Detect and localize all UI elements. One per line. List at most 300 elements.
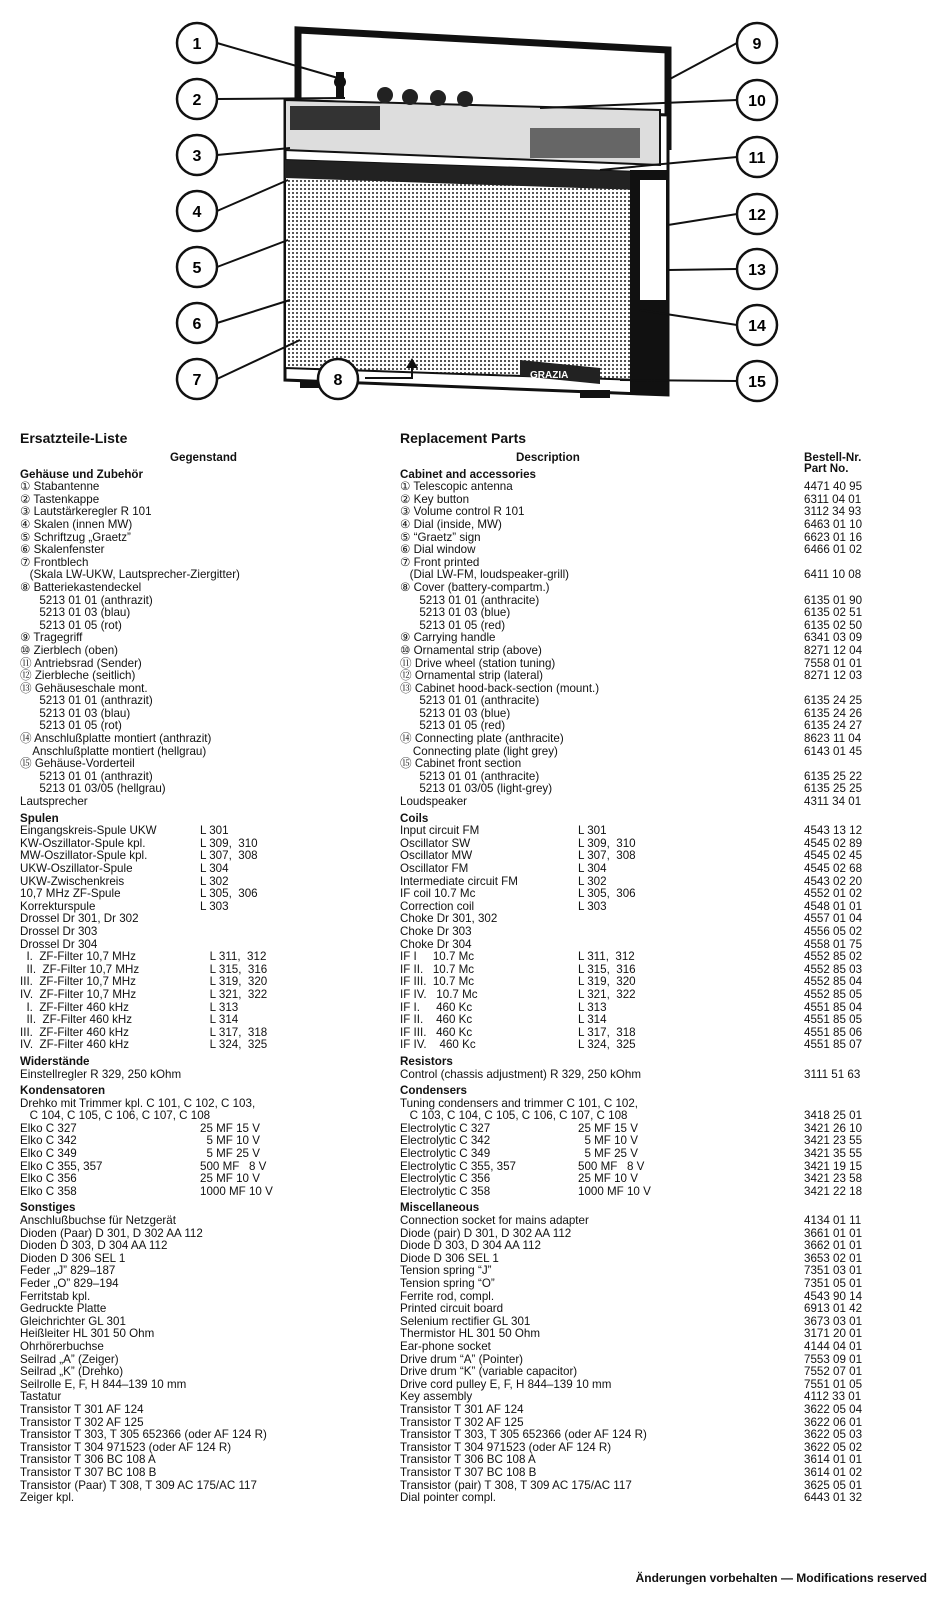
part-description: Control (chassis adjustment) R 329, 250 kOhm: [400, 1067, 641, 1081]
callout-number-8: 8: [333, 372, 343, 389]
part-row: [400, 1148, 940, 1161]
part-description: Cabinet and accessories: [400, 467, 536, 481]
part-description: Correction coil: [400, 899, 475, 913]
part-row: [400, 926, 940, 939]
part-description: Seilrad „K” (Drehko): [20, 1365, 124, 1379]
part-row: [20, 951, 400, 964]
part-description: Korrekturspule: [20, 899, 96, 913]
part-reference: L 305, 306: [578, 887, 636, 901]
part-description: ⑨ Carrying handle: [400, 631, 496, 645]
part-row: [400, 825, 940, 838]
part-description: Choke Dr 304: [400, 937, 472, 951]
part-description: Tension spring “J”: [400, 1264, 492, 1278]
part-number: 6311 04 01: [804, 492, 862, 506]
part-row: [20, 1341, 400, 1354]
part-number: 4556 05 02: [804, 924, 863, 938]
part-reference: L 304: [200, 862, 229, 875]
part-row: [20, 825, 400, 838]
part-reference: L 315, 316: [578, 962, 636, 976]
english-parts-list: [400, 430, 940, 1505]
part-number: 6135 01 90: [804, 593, 863, 607]
part-row: [400, 1429, 940, 1442]
part-reference: L 302: [578, 874, 607, 888]
part-reference: 1000 MF 10 V: [200, 1184, 273, 1198]
part-description: Lautsprecher: [20, 795, 88, 809]
part-row: [400, 951, 940, 964]
callout-number-2: 2: [192, 92, 202, 109]
part-description: C 104, C 105, C 106, C 107, C 108: [20, 1109, 211, 1123]
part-number: 6463 01 10: [804, 517, 863, 531]
part-description: Kondensatoren: [20, 1084, 106, 1098]
part-reference: 25 MF 10 V: [578, 1172, 638, 1186]
part-description: ⑬ Cabinet hood-back-section (mount.): [400, 681, 600, 695]
part-row: [20, 1014, 400, 1027]
part-reference: L 317, 318: [578, 1025, 636, 1039]
english-title: Replacement Parts: [400, 430, 527, 446]
part-row: [400, 695, 940, 708]
part-description: Drive drum “K” (variable capacitor): [400, 1365, 578, 1379]
part-description: Input circuit FM: [400, 824, 480, 838]
part-row: [20, 796, 400, 809]
part-number: 3614 01 01: [804, 1453, 863, 1467]
part-description: Electrolytic C 355, 357: [400, 1159, 516, 1173]
part-description: Transistor T 303, T 305 652366 (oder AF 124 R): [400, 1428, 647, 1442]
part-row: [20, 926, 400, 939]
part-reference: 1000 MF 10 V: [578, 1184, 651, 1198]
footer-note: Änderungen vorbehalten — Modifications reserved: [635, 1571, 927, 1585]
part-description: Tension spring “O”: [400, 1277, 495, 1290]
part-description: IV. ZF-Filter 460 kHz: [20, 1038, 130, 1052]
part-description: Gleichrichter GL 301: [20, 1314, 126, 1328]
part-description: ⑧ Batteriekastendeckel: [20, 580, 142, 594]
part-number: 6135 02 50: [804, 618, 863, 632]
part-reference: 25 MF 15 V: [200, 1121, 260, 1135]
part-description: IF coil 10.7 Mc: [400, 887, 476, 901]
part-row: [400, 863, 940, 876]
part-number: 3662 01 01: [804, 1239, 863, 1253]
part-row: [400, 645, 940, 658]
part-row: [400, 1303, 940, 1316]
part-reference: L 309, 310: [200, 836, 258, 850]
part-description: Connecting plate (light grey): [400, 744, 558, 758]
part-description: 5213 01 03/05 (hellgrau): [20, 782, 166, 796]
part-description: Ear-phone socket: [400, 1339, 491, 1353]
callout-leader-9: [668, 43, 737, 80]
part-description: Drive drum “A” (Pointer): [400, 1352, 524, 1366]
part-description: Drossel Dr 304: [20, 937, 98, 951]
part-number: 3111 51 63: [804, 1067, 861, 1081]
part-description: IF I. 460 Kc: [400, 1000, 473, 1014]
part-number: 7553 09 01: [804, 1352, 863, 1366]
part-description: UKW-Zwischenkreis: [20, 874, 125, 888]
part-description: (Skala LW-UKW, Lautsprecher-Ziergitter): [20, 568, 240, 582]
part-description: Coils: [400, 811, 429, 825]
part-number: 6411 10 08: [804, 568, 862, 582]
part-description: 5213 01 05 (rot): [20, 719, 122, 733]
part-description: IF IV. 460 Kc: [400, 1038, 476, 1052]
part-description: Electrolytic C 327: [400, 1121, 491, 1135]
part-number: 6443 01 32: [804, 1491, 863, 1505]
part-description: Ferritstab kpl.: [20, 1289, 91, 1303]
part-description: Spulen: [20, 811, 59, 825]
part-row: [20, 582, 400, 595]
part-reference: L 302: [200, 874, 229, 888]
part-description: ⑭ Connecting plate (anthracite): [400, 732, 564, 746]
part-row: [400, 1278, 940, 1291]
part-number: 3421 23 58: [804, 1172, 863, 1186]
part-description: Elko C 327: [20, 1121, 77, 1135]
part-reference: L 313: [578, 1000, 607, 1014]
part-number-header: Bestell-Nr. Part No.: [804, 451, 862, 475]
callout-leader-12: [668, 214, 737, 225]
part-description: ⑫ Ornamental strip (lateral): [400, 669, 544, 683]
part-description: ⑦ Frontblech: [20, 555, 89, 569]
part-description: Transistor T 304 971523 (oder AF 124 R): [20, 1440, 232, 1454]
part-description: Anschlußplatte montiert (hellgrau): [20, 744, 207, 758]
part-description: C 103, C 104, C 105, C 106, C 107, C 108: [400, 1109, 628, 1123]
callout-number-10: 10: [748, 93, 766, 110]
part-row: [400, 796, 940, 809]
part-number: 4545 02 45: [804, 849, 863, 863]
part-description: Tuning condensers and trimmer C 101, C 102,: [400, 1096, 639, 1110]
part-number: 7351 03 01: [804, 1264, 863, 1278]
part-description: Transistor T 307 BC 108 B: [400, 1465, 537, 1479]
part-row: [20, 1278, 400, 1291]
part-description: Transistor (Paar) T 308, T 309 AC 175/AC 117: [20, 1478, 257, 1492]
part-number: 8271 12 03: [804, 669, 863, 683]
callout-number-4: 4: [192, 204, 202, 221]
part-description: ⑨ Tragegriff: [20, 631, 83, 645]
part-row: [20, 1186, 400, 1199]
part-reference: 5 MF 25 V: [578, 1147, 638, 1161]
part-row: [20, 1366, 400, 1379]
part-row: [400, 481, 940, 494]
part-description: ⑤ Schriftzug „Graetz”: [20, 530, 131, 544]
part-row: [20, 544, 400, 557]
part-description: Gedruckte Platte: [20, 1302, 107, 1316]
part-description: Drive cord pulley E, F, H 844–139 10 mm: [400, 1377, 612, 1391]
part-reference: 25 MF 10 V: [200, 1172, 260, 1186]
part-number: 4552 85 03: [804, 962, 863, 976]
part-description: IF IV. 10.7 Mc: [400, 987, 478, 1001]
callout-leader-4: [217, 180, 288, 211]
part-number: 3421 23 55: [804, 1134, 863, 1148]
part-number: 4543 02 20: [804, 874, 863, 888]
part-number: 3653 02 01: [804, 1251, 863, 1265]
german-column-header: Gegenstand: [170, 451, 237, 464]
part-row: [20, 758, 400, 771]
callout-leader-1: [217, 43, 338, 78]
part-row: [400, 519, 940, 532]
part-description: ⑫ Zierbleche (seitlich): [20, 669, 136, 683]
part-number: 3622 05 04: [804, 1402, 863, 1416]
part-description: Electrolytic C 356: [400, 1172, 491, 1186]
part-number: 3421 19 15: [804, 1159, 863, 1173]
part-description: Electrolytic C 342: [400, 1134, 491, 1148]
callout-number-13: 13: [748, 262, 766, 279]
part-row: [400, 1110, 940, 1123]
part-number: 3418 25 01: [804, 1109, 863, 1123]
part-number: 4552 85 02: [804, 950, 863, 964]
part-description: Zeiger kpl.: [20, 1491, 75, 1505]
part-reference: L 303: [200, 899, 229, 913]
callout-leader-2: [217, 98, 345, 99]
part-reference: L 324, 325: [578, 1038, 636, 1052]
callout-number-11: 11: [748, 150, 766, 167]
part-description: Ohrhörerbuchse: [20, 1339, 104, 1353]
section-heading: [20, 1056, 400, 1069]
part-description: Elko C 355, 357: [20, 1159, 103, 1173]
part-row: [20, 1492, 400, 1505]
part-description: 5213 01 01 (anthracite): [400, 694, 540, 708]
part-description: II. ZF-Filter 460 kHz: [20, 1013, 133, 1027]
part-description: 5213 01 05 (red): [400, 719, 506, 733]
part-row: [400, 1467, 940, 1480]
part-row: [400, 1039, 940, 1052]
part-description: ⑪ Drive wheel (station tuning): [400, 656, 556, 670]
part-number: 4471 40 95: [804, 480, 863, 494]
part-description: Diode D 303, D 304 AA 112: [400, 1239, 541, 1253]
part-row: [400, 1492, 940, 1505]
part-number: 3625 05 01: [804, 1478, 863, 1492]
part-number: 4551 85 04: [804, 1000, 863, 1014]
callout-number-1: 1: [192, 36, 202, 53]
part-row: [20, 1404, 400, 1417]
part-row: [20, 1215, 400, 1228]
part-description: Elko C 356: [20, 1172, 77, 1186]
part-description: 5213 01 03 (blue): [400, 706, 511, 720]
part-description: Choke Dr 303: [400, 924, 472, 938]
part-row: [20, 607, 400, 620]
part-description: Loudspeaker: [400, 795, 468, 809]
part-description: III. ZF-Filter 10,7 MHz: [20, 975, 136, 989]
part-description: ④ Dial (inside, MW): [400, 517, 502, 531]
part-description: Oscillator MW: [400, 849, 473, 863]
part-number: 4144 04 01: [804, 1339, 863, 1353]
part-description: Selenium rectifier GL 301: [400, 1314, 531, 1328]
part-number: 3661 01 01: [804, 1226, 863, 1240]
part-description: Electrolytic C 358: [400, 1184, 491, 1198]
part-row: [20, 519, 400, 532]
part-number: 4543 13 12: [804, 824, 863, 838]
part-reference: 5 MF 25 V: [200, 1147, 260, 1161]
part-number: 4311 34 01: [804, 795, 862, 809]
part-number: 4552 01 02: [804, 887, 863, 901]
part-description: Electrolytic C 349: [400, 1147, 491, 1161]
part-description: 5213 01 03 (blau): [20, 706, 131, 720]
part-description: Transistor T 301 AF 124: [400, 1402, 524, 1416]
callout-leader-15: [620, 380, 737, 381]
part-row: [20, 1467, 400, 1480]
part-description: Dioden D 306 SEL 1: [20, 1251, 126, 1265]
callout-number-15: 15: [748, 374, 766, 391]
part-number: 7551 01 05: [804, 1377, 863, 1391]
part-row: [20, 645, 400, 658]
part-row: [400, 758, 940, 771]
part-row: [400, 1173, 940, 1186]
part-reference: L 313: [200, 1000, 239, 1014]
part-description: ③ Volume control R 101: [400, 505, 525, 519]
part-row: [20, 1173, 400, 1186]
part-description: 5213 01 03/05 (light-grey): [400, 782, 553, 796]
part-description: ⑧ Cover (battery-compartm.): [400, 580, 550, 594]
german-parts-list: [20, 430, 400, 1505]
part-description: Anschlußbuchse für Netzgerät: [20, 1214, 176, 1228]
part-number: 3622 05 02: [804, 1440, 863, 1454]
part-row: [400, 733, 940, 746]
part-description: ⑮ Gehäuse-Vorderteil: [20, 757, 135, 771]
part-row: [20, 1379, 400, 1392]
part-row: [20, 1303, 400, 1316]
part-description: Choke Dr 301, 302: [400, 912, 498, 926]
part-description: ⑬ Gehäuseschale mont.: [20, 681, 148, 695]
part-row: [20, 670, 400, 683]
part-description: Elko C 349: [20, 1147, 77, 1161]
callout-leader-13: [668, 269, 737, 270]
callout-number-12: 12: [748, 207, 766, 224]
part-number: 4545 02 89: [804, 836, 863, 850]
part-number: 4543 90 14: [804, 1289, 863, 1303]
part-description: Transistor T 301 AF 124: [20, 1402, 144, 1416]
part-description: 5213 01 05 (red): [400, 618, 506, 632]
part-reference: L 304: [578, 862, 607, 875]
part-reference: 500 MF 8 V: [200, 1159, 267, 1173]
part-number: 6341 03 09: [804, 631, 863, 645]
callout-leader-5: [217, 240, 288, 267]
part-number: 3421 35 55: [804, 1147, 863, 1161]
part-description: Transistor T 302 AF 125: [400, 1415, 524, 1429]
part-description: KW-Oszillator-Spule kpl.: [20, 836, 146, 850]
part-number: 3622 06 01: [804, 1415, 863, 1429]
part-description: MW-Oszillator-Spule kpl.: [20, 849, 148, 863]
part-description: IF III. 10.7 Mc: [400, 975, 475, 989]
part-description: Feder „O” 829–194: [20, 1277, 119, 1290]
part-number: 4557 01 04: [804, 912, 863, 926]
part-row: [20, 1069, 400, 1082]
part-description: Dioden D 303, D 304 AA 112: [20, 1239, 168, 1253]
part-row: [400, 1240, 940, 1253]
part-description: 5213 01 01 (anthrazit): [20, 769, 153, 783]
part-reference: L 321, 322: [200, 987, 268, 1001]
part-number: 6135 24 26: [804, 706, 863, 720]
part-reference: L 303: [578, 899, 607, 913]
part-number: 4134 01 11: [804, 1214, 862, 1228]
part-row: [20, 733, 400, 746]
part-number: 6135 02 51: [804, 606, 863, 620]
part-description: Key assembly: [400, 1390, 473, 1404]
part-description: IF II. 460 Kc: [400, 1013, 473, 1027]
part-row: [400, 1069, 940, 1082]
part-number: 4112 33 01: [804, 1390, 862, 1404]
part-description: Transistor T 306 BC 108 A: [400, 1453, 536, 1467]
part-description: ⑦ Front printed: [400, 555, 480, 569]
part-description: Condensers: [400, 1084, 468, 1098]
callout-number-7: 7: [192, 372, 202, 389]
part-description: Resistors: [400, 1054, 453, 1068]
part-description: Oscillator FM: [400, 862, 469, 875]
part-reference: L 307, 308: [578, 849, 636, 863]
section-heading: [20, 1085, 400, 1098]
part-reference: 25 MF 15 V: [578, 1121, 638, 1135]
callout-leader-10: [540, 100, 737, 108]
part-description: ⑩ Ornamental strip (above): [400, 643, 542, 657]
part-row: [20, 1148, 400, 1161]
part-description: ① Telescopic antenna: [400, 480, 513, 494]
part-description: Thermistor HL 301 50 Ohm: [400, 1327, 541, 1341]
callout-number-6: 6: [192, 316, 202, 333]
part-description: III. ZF-Filter 460 kHz: [20, 1025, 129, 1039]
part-description: ⑩ Zierblech (oben): [20, 643, 119, 657]
part-row: [20, 1429, 400, 1442]
callout-number-5: 5: [192, 260, 202, 277]
part-description: ⑮ Cabinet front section: [400, 757, 522, 771]
part-reference: L 301: [578, 824, 607, 838]
part-row: [400, 1341, 940, 1354]
part-number: 4551 85 07: [804, 1038, 863, 1052]
part-description: 5213 01 03 (blue): [400, 606, 511, 620]
part-description: I. ZF-Filter 10,7 MHz: [20, 950, 136, 964]
part-number: 4552 85 04: [804, 975, 863, 989]
part-description: 5213 01 05 (rot): [20, 618, 122, 632]
part-row: [400, 1404, 940, 1417]
part-number: 6135 24 27: [804, 719, 863, 733]
english-column-header: Description: [516, 451, 580, 464]
part-description: Transistor T 306 BC 108 A: [20, 1453, 156, 1467]
part-description: Printed circuit board: [400, 1302, 504, 1316]
part-description: Dial pointer compl.: [400, 1491, 497, 1505]
part-row: [400, 888, 940, 901]
part-reference: L 307, 308: [200, 849, 258, 863]
part-description: Transistor T 303, T 305 652366 (oder AF 124 R): [20, 1428, 267, 1442]
part-description: Intermediate circuit FM: [400, 874, 518, 888]
part-reference: L 324, 325: [200, 1038, 268, 1052]
part-reference: L 315, 316: [200, 962, 268, 976]
part-description: ⑥ Skalenfenster: [20, 543, 105, 557]
brand-label: GRAZIA: [530, 370, 569, 381]
part-description: ③ Lautstärkeregler R 101: [20, 505, 152, 519]
part-description: Einstellregler R 329, 250 kOhm: [20, 1067, 182, 1081]
part-description: UKW-Oszillator-Spule: [20, 862, 133, 875]
part-description: 10,7 MHz ZF-Spule: [20, 887, 121, 901]
part-row: [400, 582, 940, 595]
radio-exploded-figure: [0, 0, 951, 420]
part-description: Oscillator SW: [400, 836, 471, 850]
callout-leader-6: [217, 300, 290, 323]
part-description: Drossel Dr 301, Dr 302: [20, 912, 139, 926]
part-row: [20, 1240, 400, 1253]
part-number: 4558 01 75: [804, 937, 863, 951]
part-reference: L 311, 312: [200, 950, 267, 964]
part-description: Transistor (pair) T 308, T 309 AC 175/AC 117: [400, 1478, 632, 1492]
part-description: ① Stabantenne: [20, 480, 100, 494]
part-description: I. ZF-Filter 460 kHz: [20, 1000, 129, 1014]
part-description: IV. ZF-Filter 10,7 MHz: [20, 987, 137, 1001]
part-number: 7558 01 01: [804, 656, 863, 670]
part-description: II. ZF-Filter 10,7 MHz: [20, 962, 140, 976]
part-description: Transistor T 302 AF 125: [20, 1415, 144, 1429]
section-heading: [400, 1056, 940, 1069]
part-description: IF III. 460 Kc: [400, 1025, 473, 1039]
part-row: [20, 863, 400, 876]
part-number: 3421 26 10: [804, 1121, 863, 1135]
part-reference: L 311, 312: [578, 950, 635, 964]
part-description: ② Tastenkappe: [20, 492, 100, 506]
part-description: 5213 01 01 (anthracite): [400, 769, 540, 783]
part-number: 6135 24 25: [804, 694, 863, 708]
part-reference: L 305, 306: [200, 887, 258, 901]
german-title: Ersatzteile-Liste: [20, 430, 128, 446]
part-description: ⑪ Antriebsrad (Sender): [20, 656, 142, 670]
